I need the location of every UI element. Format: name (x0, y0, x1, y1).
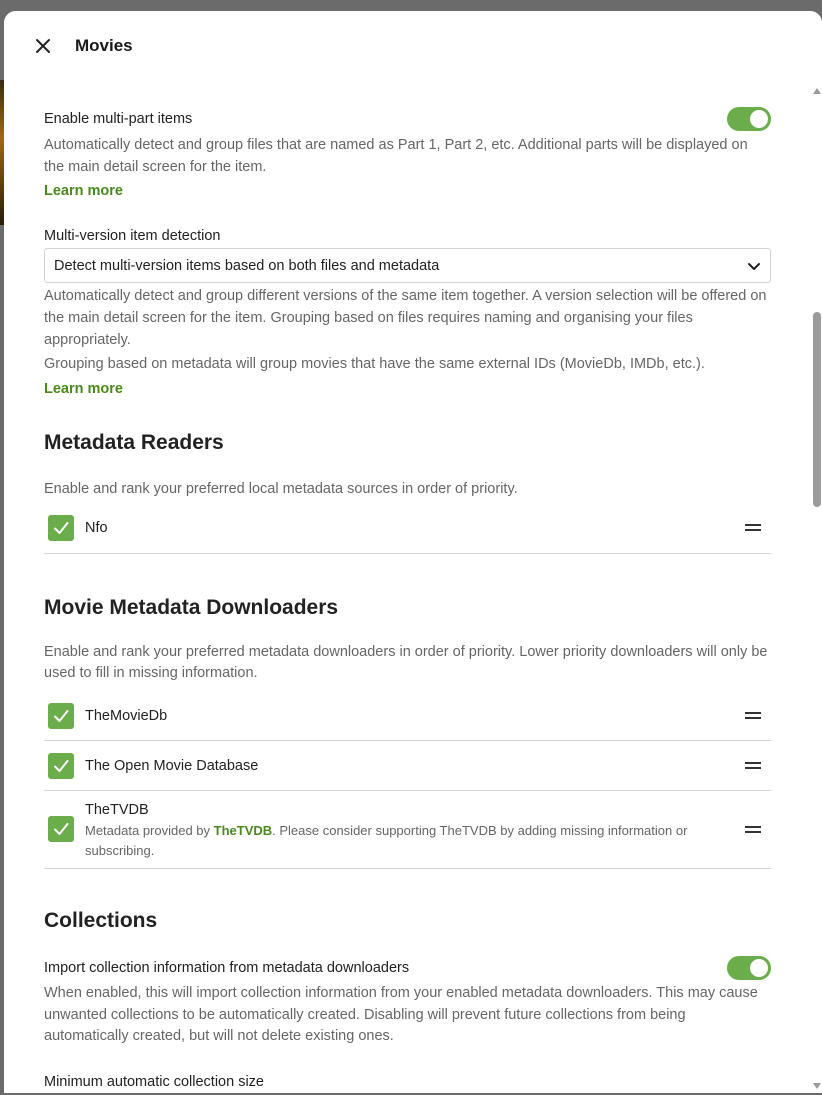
multipart-label: Enable multi-part items (44, 111, 193, 127)
scroll-up-arrow-icon[interactable] (813, 88, 821, 94)
attribution-suffix: . Please consider supporting TheTVDB by adding missing information or subscribing. (85, 823, 688, 858)
collections-heading: Collections (44, 909, 158, 932)
multiversion-selected-value: Detect multi-version items based on both files and metadata (54, 257, 440, 274)
drag-handle-icon[interactable] (745, 712, 761, 720)
downloader-label: TheMovieDb (85, 708, 168, 724)
multiversion-label: Multi-version item detection (44, 228, 221, 244)
downloader-label: The Open Movie Database (85, 758, 259, 774)
toggle-knob (750, 110, 768, 128)
collections-import-toggle[interactable] (727, 956, 771, 980)
downloader-label: TheTVDB (85, 802, 149, 818)
dialog-header (4, 11, 822, 79)
toggle-knob (750, 959, 768, 977)
close-button[interactable] (32, 35, 54, 57)
settings-dialog (4, 11, 822, 1093)
chevron-down-icon (746, 258, 762, 274)
multipart-toggle[interactable] (727, 107, 771, 131)
metadata-readers-heading: Metadata Readers (44, 431, 224, 454)
metadata-reader-label: Nfo (85, 520, 108, 536)
downloaders-description: Enable and rank your preferred metadata downloaders in order of priority. Lower priority downloaders will only be used to fill in missing information. (44, 644, 768, 681)
multiversion-select[interactable] (44, 248, 771, 283)
downloaders-heading: Movie Metadata Downloaders (44, 596, 339, 619)
attribution-prefix: Metadata provided by (85, 823, 214, 838)
downloader-attribution (85, 821, 735, 861)
downloader-row (44, 741, 771, 791)
collections-import-description: When enabled, this will import collection information from your enabled metadata downloaders. This may cause unwanted collections to be automatically created. Disabling will prevent future collections from being automatically created, but will not delete existing ones. (44, 985, 758, 1044)
close-icon (35, 38, 51, 54)
metadata-reader-row (44, 502, 771, 554)
multipart-description: Automatically detect and group files that are named as Part 1, Part 2, etc. Additional parts will be displayed on the main detail screen for the item. (44, 137, 748, 175)
scrollbar-thumb[interactable] (813, 312, 821, 507)
downloader-row (44, 691, 771, 741)
drag-handle-icon[interactable] (745, 524, 761, 532)
multiversion-description: Automatically detect and group different versions of the same item together. A version selection will be offered on the main detail screen for the item. Grouping based on files requires naming and organising your files appropriately. (44, 288, 767, 348)
drag-handle-icon[interactable] (745, 826, 761, 834)
metadata-reader-checkbox[interactable] (48, 515, 74, 541)
dialog-title: Movies (75, 36, 133, 55)
downloader-checkbox[interactable] (48, 753, 74, 779)
checkmark-icon (52, 707, 70, 725)
scroll-down-arrow-icon[interactable] (813, 1083, 821, 1089)
settings-scroll-area[interactable] (4, 79, 822, 1093)
scrollbar[interactable] (810, 79, 822, 1093)
min-collection-size-label: Minimum automatic collection size (44, 1074, 264, 1090)
multiversion-learn-more-link[interactable]: Learn more (44, 381, 123, 397)
checkmark-icon (52, 757, 70, 775)
multipart-learn-more-link[interactable]: Learn more (44, 183, 123, 199)
drag-handle-icon[interactable] (745, 762, 761, 770)
downloader-row (44, 791, 771, 869)
thetvdb-link[interactable]: TheTVDB (213, 823, 273, 838)
checkmark-icon (52, 820, 70, 838)
downloader-checkbox[interactable] (48, 816, 74, 842)
metadata-readers-description: Enable and rank your preferred local metadata sources in order of priority. (44, 481, 518, 497)
downloader-checkbox[interactable] (48, 703, 74, 729)
multiversion-description-metadata: Grouping based on metadata will group movies that have the same external IDs (MovieDb, IMDb, etc.). (44, 356, 705, 372)
checkmark-icon (52, 519, 70, 537)
collections-import-label: Import collection information from metadata downloaders (44, 960, 410, 976)
